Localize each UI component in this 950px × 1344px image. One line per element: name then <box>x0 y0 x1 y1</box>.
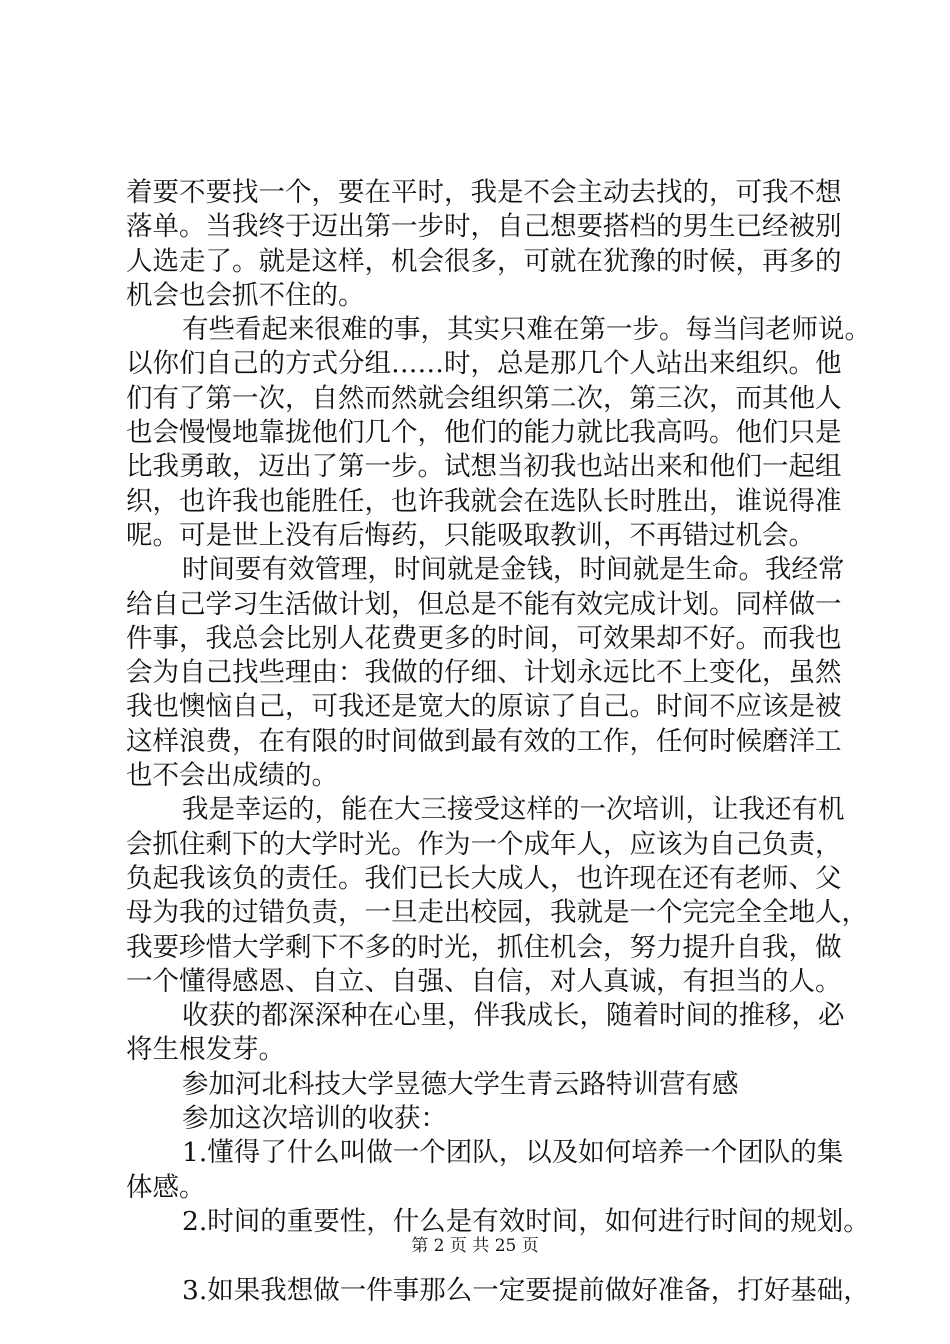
text-line: 会为自己找些理由：我做的仔细、计划永远比不上变化，虽然 <box>126 657 842 689</box>
text-line: 机会也会抓不住的。 <box>126 279 365 311</box>
text-line: 给自己学习生活做计划，但总是不能有效完成计划。同样做一 <box>126 588 842 620</box>
text-line: 这样浪费，在有限的时间做到最有效的工作，任何时候磨洋工 <box>126 725 842 757</box>
text-line: 2.时间的重要性，什么是有效时间，如何进行时间的规划。 <box>182 1205 870 1237</box>
text-line: 件事，我总会比别人花费更多的时间，可效果却不好。而我也 <box>126 622 842 654</box>
text-line: 体感。 <box>126 1171 206 1203</box>
text-line: 一个懂得感恩、自立、自强、自信，对人真诚，有担当的人。 <box>126 965 842 997</box>
text-line: 着要不要找一个，要在平时，我是不会主动去找的，可我不想 <box>126 177 842 208</box>
text-line: 收获的都深深种在心里，伴我成长，随着时间的推移，必 <box>182 1000 845 1032</box>
text-line: 落单。当我终于迈出第一步时，自己想要搭档的男生已经被别 <box>126 211 842 243</box>
text-line: 呢。可是世上没有后悔药，只能吸取教训，不再错过机会。 <box>126 519 815 551</box>
text-line: 有些看起来很难的事，其实只难在第一步。每当闫老师说。 <box>182 314 871 346</box>
text-line: 织，也许我也能胜任，也许我就会在选队长时胜出，谁说得准 <box>126 485 842 517</box>
text-line: 时间要有效管理，时间就是金钱，时间就是生命。我经常 <box>182 554 845 586</box>
text-line: 负起我该负的责任。我们已长大成人，也许现在还有老师、父 <box>126 862 842 894</box>
text-line: 们有了第一次，自然而然就会组织第二次，第三次，而其他人 <box>126 382 842 414</box>
text-line: 3.如果我想做一件事那么一定要提前做好准备，打好基础， <box>182 1274 870 1306</box>
text-line: 参加河北科技大学昱德大学生青云路特训营有感 <box>182 1068 739 1100</box>
text-line: 也不会出成绩的。 <box>126 760 338 792</box>
text-line: 我也懊恼自己，可我还是宽大的原谅了自己。时间不应该是被 <box>126 691 842 723</box>
text-line: 1.懂得了什么叫做一个团队，以及如何培养一个团队的集 <box>182 1137 844 1169</box>
document-body <box>126 176 871 1308</box>
text-line: 我是幸运的，能在大三接受这样的一次培训，让我还有机 <box>182 794 845 826</box>
text-line: 我要珍惜大学剩下不多的时光，抓住机会，努力提升自我，做 <box>126 931 842 963</box>
text-line: 参加这次培训的收获： <box>182 1103 447 1135</box>
text-line: 比我勇敢，迈出了第一步。试想当初我也站出来和他们一起组 <box>126 451 842 483</box>
text-line: 人选走了。就是这样，机会很多，可就在犹豫的时候，再多的 <box>126 245 842 277</box>
text-line: 以你们自己的方式分组……时，总是那几个人站出来组织。他 <box>126 348 842 380</box>
text-line: 母为我的过错负责，一旦走出校园，我就是一个完完全全地人， <box>126 897 868 929</box>
text-line: 将生根发芽。 <box>126 1034 285 1066</box>
text-line: 也会慢慢地靠拢他们几个，他们的能力就比我高吗。他们只是 <box>126 417 842 449</box>
page-number-footer: 第 2 页 共 25 页 <box>411 1236 539 1256</box>
text-line: 会抓住剩下的大学时光。作为一个成年人，应该为自己负责， <box>126 828 842 860</box>
